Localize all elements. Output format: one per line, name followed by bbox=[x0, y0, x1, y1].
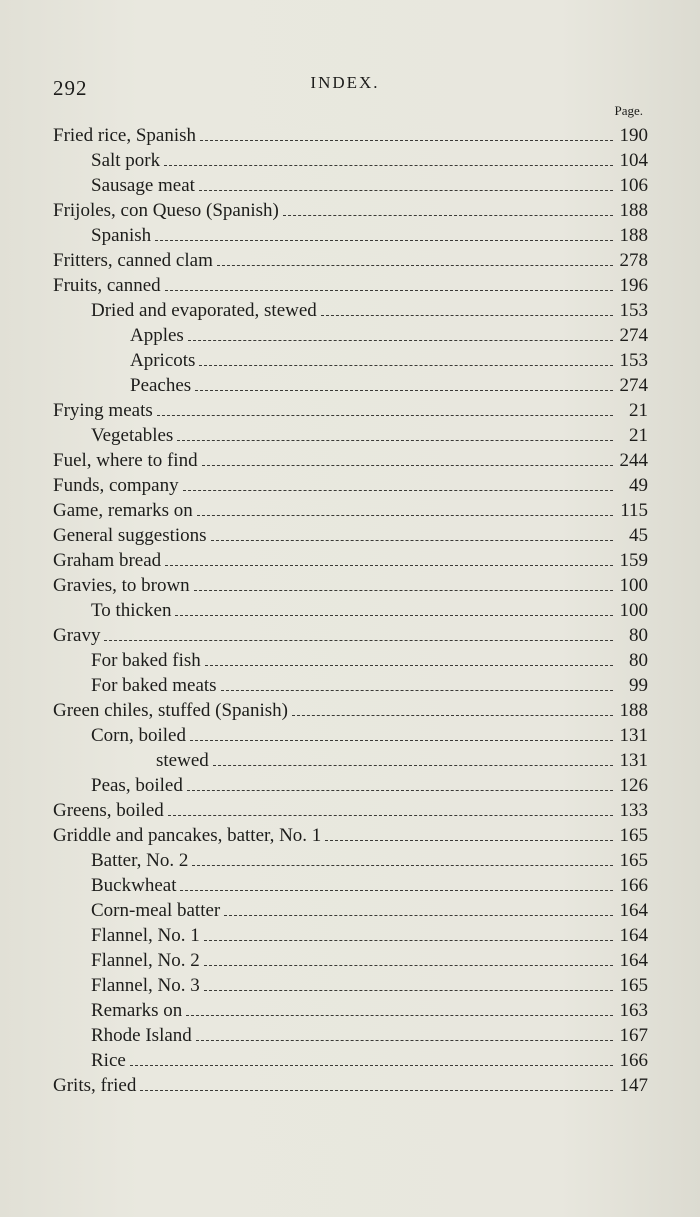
index-page-ref: 167 bbox=[619, 1025, 648, 1046]
index-term: Fritters, canned clam bbox=[53, 250, 213, 271]
dot-leader bbox=[199, 190, 613, 191]
index-term: Rhode Island bbox=[91, 1025, 192, 1046]
index-term: Spanish bbox=[91, 225, 152, 246]
dot-leader bbox=[292, 715, 613, 716]
index-entry bbox=[53, 197, 648, 222]
index-page-ref: 80 bbox=[629, 650, 648, 671]
index-entry-list bbox=[53, 122, 648, 1097]
index-term: Gravies, to brown bbox=[53, 575, 190, 596]
index-entry bbox=[53, 1022, 648, 1047]
index-entry bbox=[53, 897, 648, 922]
index-entry bbox=[53, 597, 648, 622]
index-page-ref: 147 bbox=[619, 1075, 648, 1096]
index-term: Griddle and pancakes, batter, No. 1 bbox=[53, 825, 322, 846]
index-entry bbox=[53, 872, 648, 897]
dot-leader bbox=[190, 740, 613, 741]
index-term: To thicken bbox=[91, 600, 172, 621]
dot-leader bbox=[200, 140, 613, 141]
index-term: Dried and evaporated, stewed bbox=[91, 300, 317, 321]
index-entry bbox=[53, 172, 648, 197]
dot-leader bbox=[130, 1065, 613, 1066]
dot-leader bbox=[213, 765, 613, 766]
dot-leader bbox=[211, 540, 613, 541]
dot-leader bbox=[186, 1015, 613, 1016]
index-term: Corn, boiled bbox=[91, 725, 186, 746]
index-term: Sausage meat bbox=[91, 175, 195, 196]
dot-leader bbox=[195, 390, 613, 391]
index-page-ref: 274 bbox=[619, 325, 648, 346]
index-entry bbox=[53, 272, 648, 297]
index-term: Fried rice, Spanish bbox=[53, 125, 197, 146]
index-page-ref: 100 bbox=[619, 575, 648, 596]
dot-leader bbox=[205, 665, 613, 666]
index-page-ref: 21 bbox=[629, 425, 648, 446]
index-page-ref: 153 bbox=[619, 300, 648, 321]
index-page-ref: 166 bbox=[619, 875, 648, 896]
index-page-ref: 190 bbox=[619, 125, 648, 146]
index-entry bbox=[53, 322, 648, 347]
index-term: For baked fish bbox=[91, 650, 201, 671]
index-page-ref: 166 bbox=[619, 1050, 648, 1071]
index-term: General suggestions bbox=[53, 525, 207, 546]
dot-leader bbox=[183, 490, 613, 491]
dot-leader bbox=[187, 790, 613, 791]
index-entry bbox=[53, 122, 648, 147]
dot-leader bbox=[217, 265, 613, 266]
index-term: Fruits, canned bbox=[53, 275, 161, 296]
index-entry bbox=[53, 622, 648, 647]
index-page-ref: 45 bbox=[629, 525, 648, 546]
index-term: Peas, boiled bbox=[91, 775, 183, 796]
index-entry bbox=[53, 847, 648, 872]
index-term: Funds, company bbox=[53, 475, 179, 496]
dot-leader bbox=[283, 215, 613, 216]
dot-leader bbox=[165, 565, 613, 566]
index-page-ref: 131 bbox=[619, 750, 648, 771]
index-page-ref: 133 bbox=[619, 800, 648, 821]
index-term: Apples bbox=[130, 325, 184, 346]
index-term: Grits, fried bbox=[53, 1075, 137, 1096]
page-column-label: Page. bbox=[614, 103, 643, 118]
index-entry bbox=[53, 772, 648, 797]
index-page-ref: 106 bbox=[619, 175, 648, 196]
index-term: Buckwheat bbox=[91, 875, 177, 896]
dot-leader bbox=[192, 865, 613, 866]
index-page-ref: 164 bbox=[619, 900, 648, 921]
index-term: Green chiles, stuffed (Spanish) bbox=[53, 700, 288, 721]
index-page-ref: 165 bbox=[619, 825, 648, 846]
index-page-ref: 126 bbox=[619, 775, 648, 796]
index-page-ref: 188 bbox=[619, 225, 648, 246]
dot-leader bbox=[164, 165, 613, 166]
index-page-ref: 188 bbox=[619, 200, 648, 221]
index-entry bbox=[53, 922, 648, 947]
index-term: Remarks on bbox=[91, 1000, 183, 1021]
index-page-ref: 153 bbox=[619, 350, 648, 371]
dot-leader bbox=[168, 815, 613, 816]
index-entry bbox=[53, 247, 648, 272]
index-entry bbox=[53, 397, 648, 422]
index-entry bbox=[53, 572, 648, 597]
index-term: Vegetables bbox=[91, 425, 174, 446]
index-page-ref: 49 bbox=[629, 475, 648, 496]
index-entry bbox=[53, 147, 648, 172]
index-page-ref: 104 bbox=[619, 150, 648, 171]
index-page-ref: 274 bbox=[619, 375, 648, 396]
index-term: Flannel, No. 3 bbox=[91, 975, 200, 996]
index-page-ref: 131 bbox=[619, 725, 648, 746]
index-page-ref: 188 bbox=[619, 700, 648, 721]
index-page-ref: 21 bbox=[629, 400, 648, 421]
index-page-ref: 165 bbox=[619, 850, 648, 871]
index-entry bbox=[53, 1072, 648, 1097]
index-page-ref: 99 bbox=[629, 675, 648, 696]
index-entry bbox=[53, 697, 648, 722]
index-term: stewed bbox=[156, 750, 209, 771]
dot-leader bbox=[188, 340, 613, 341]
index-term: Corn-meal batter bbox=[91, 900, 221, 921]
index-page-ref: 164 bbox=[619, 950, 648, 971]
dot-leader bbox=[204, 940, 613, 941]
index-entry bbox=[53, 1047, 648, 1072]
index-entry bbox=[53, 222, 648, 247]
index-entry bbox=[53, 972, 648, 997]
dot-leader bbox=[165, 290, 613, 291]
index-entry bbox=[53, 422, 648, 447]
dot-leader bbox=[325, 840, 613, 841]
dot-leader bbox=[175, 615, 613, 616]
index-entry bbox=[53, 647, 648, 672]
index-term: Gravy bbox=[53, 625, 101, 646]
index-term: Frijoles, con Queso (Spanish) bbox=[53, 200, 279, 221]
index-term: Apricots bbox=[130, 350, 196, 371]
dot-leader bbox=[196, 1040, 613, 1041]
dot-leader bbox=[204, 965, 613, 966]
index-entry bbox=[53, 497, 648, 522]
index-term: Flannel, No. 1 bbox=[91, 925, 200, 946]
dot-leader bbox=[221, 690, 613, 691]
index-term: Rice bbox=[91, 1050, 126, 1071]
index-page-ref: 278 bbox=[619, 250, 648, 271]
dot-leader bbox=[180, 890, 613, 891]
index-entry bbox=[53, 472, 648, 497]
index-page-ref: 244 bbox=[619, 450, 648, 471]
index-entry bbox=[53, 347, 648, 372]
index-term: Frying meats bbox=[53, 400, 153, 421]
index-term: Batter, No. 2 bbox=[91, 850, 189, 871]
running-head: INDEX. bbox=[310, 73, 380, 92]
index-term: Greens, boiled bbox=[53, 800, 164, 821]
dot-leader bbox=[199, 365, 613, 366]
index-entry bbox=[53, 372, 648, 397]
index-page-ref: 196 bbox=[619, 275, 648, 296]
dot-leader bbox=[177, 440, 613, 441]
dot-leader bbox=[224, 915, 613, 916]
index-entry bbox=[53, 822, 648, 847]
dot-leader bbox=[194, 590, 613, 591]
index-entry bbox=[53, 747, 648, 772]
index-entry bbox=[53, 522, 648, 547]
index-entry bbox=[53, 797, 648, 822]
index-page-ref: 159 bbox=[619, 550, 648, 571]
index-page-ref: 164 bbox=[619, 925, 648, 946]
index-term: For baked meats bbox=[91, 675, 217, 696]
index-entry bbox=[53, 447, 648, 472]
index-entry bbox=[53, 547, 648, 572]
index-term: Fuel, where to find bbox=[53, 450, 198, 471]
dot-leader bbox=[155, 240, 613, 241]
index-page-ref: 163 bbox=[619, 1000, 648, 1021]
dot-leader bbox=[104, 640, 613, 641]
index-term: Game, remarks on bbox=[53, 500, 193, 521]
index-page-ref: 115 bbox=[620, 500, 648, 521]
index-entry bbox=[53, 672, 648, 697]
dot-leader bbox=[140, 1090, 613, 1091]
index-entry bbox=[53, 947, 648, 972]
dot-leader bbox=[157, 415, 613, 416]
dot-leader bbox=[204, 990, 613, 991]
page-number: 292 bbox=[53, 76, 88, 100]
index-term: Peaches bbox=[130, 375, 192, 396]
index-entry bbox=[53, 722, 648, 747]
index-entry bbox=[53, 297, 648, 322]
index-term: Graham bread bbox=[53, 550, 162, 571]
index-term: Flannel, No. 2 bbox=[91, 950, 200, 971]
index-term: Salt pork bbox=[91, 150, 161, 171]
index-page-ref: 165 bbox=[619, 975, 648, 996]
dot-leader bbox=[202, 465, 613, 466]
dot-leader bbox=[197, 515, 613, 516]
index-page-ref: 80 bbox=[629, 625, 648, 646]
dot-leader bbox=[321, 315, 613, 316]
index-entry bbox=[53, 997, 648, 1022]
index-page-ref: 100 bbox=[619, 600, 648, 621]
